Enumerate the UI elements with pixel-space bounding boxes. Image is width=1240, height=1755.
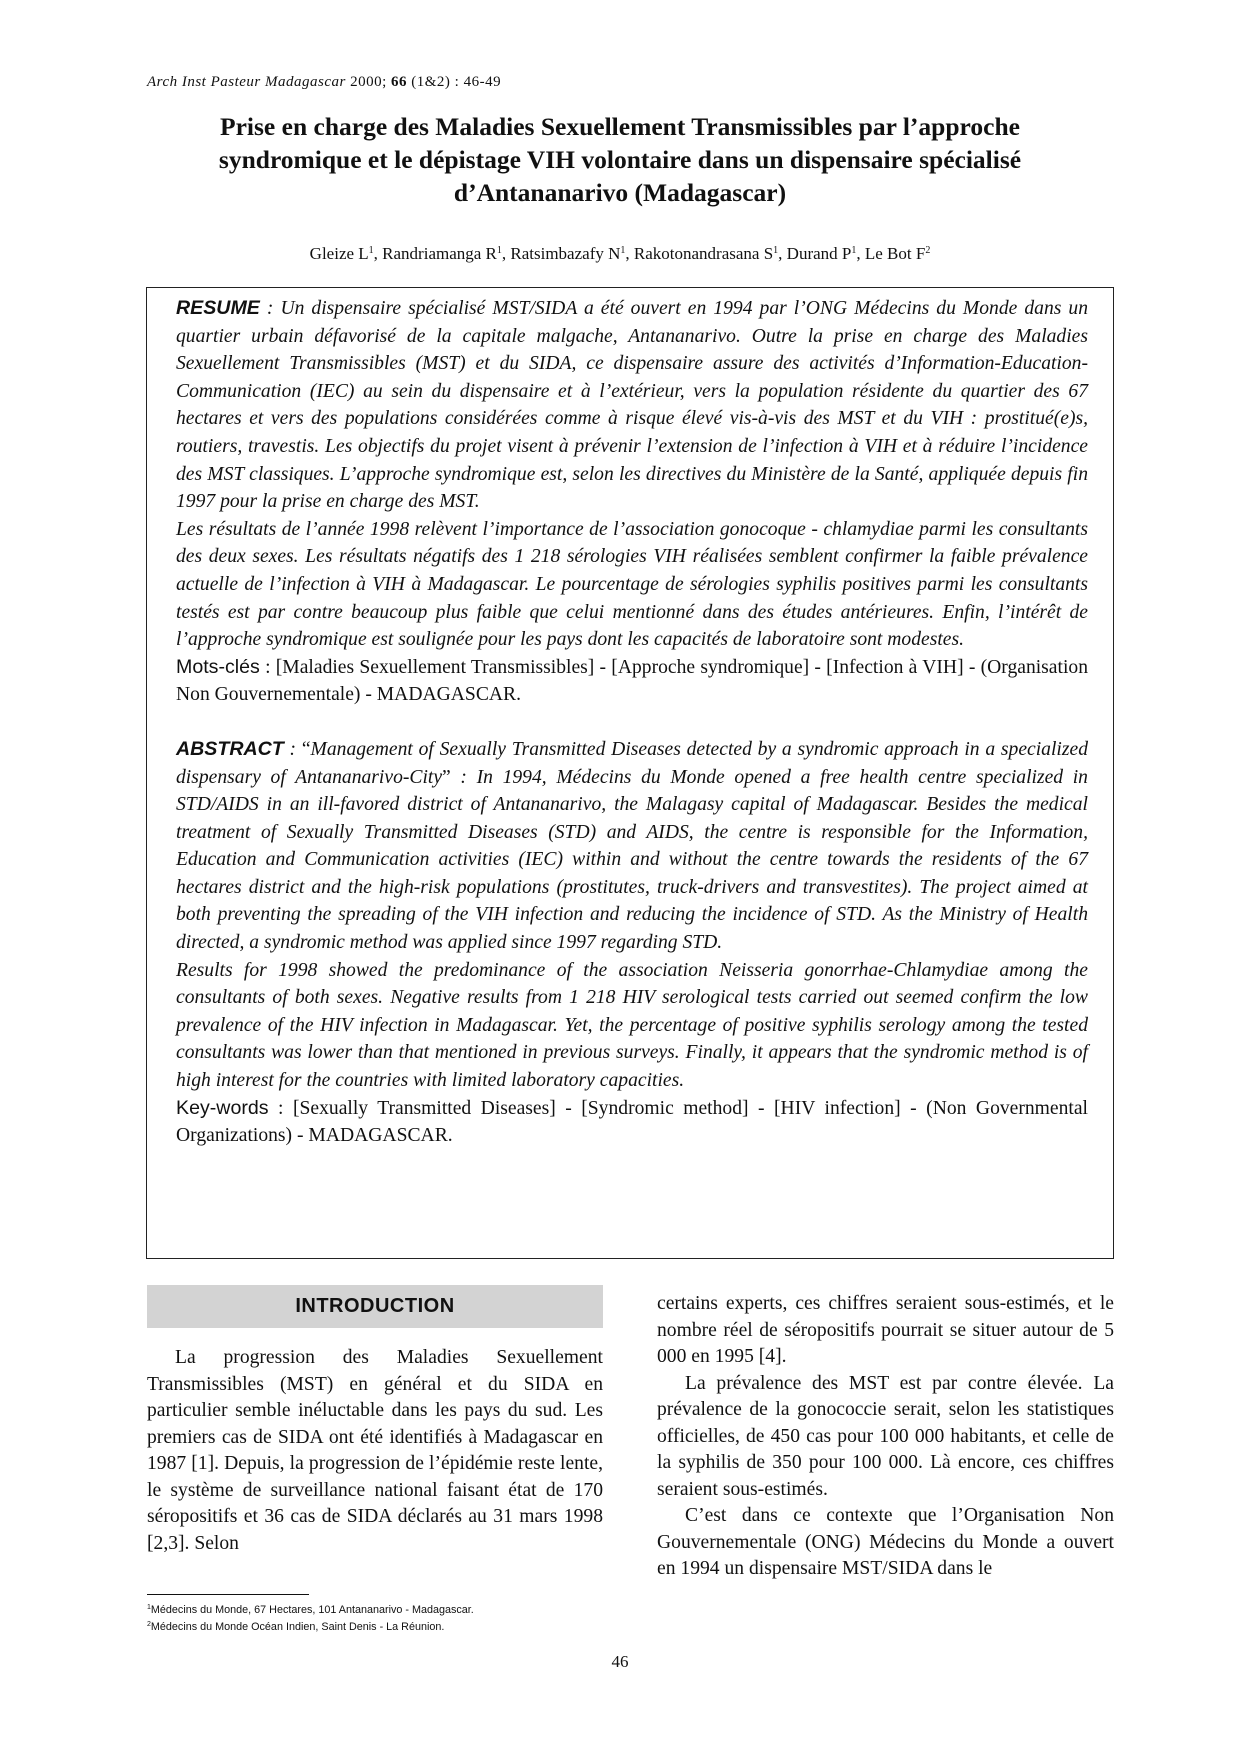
author: Le Bot $F^2$ bbox=[864, 244, 931, 263]
body-paragraph: certains experts, ces chiffres seraient sous-estimés, et le nombre réel de séropositifs pourrait se situer autour de 5 000 en 1995 [4]. bbox=[657, 1293, 1114, 1367]
abstract-text: In 1994, Médecins du Monde opened a free health centre specialized in STD/AIDS in an ill-favored district of Antananarivo, the Malagasy capital of Madagascar. Besides the medical treatment of Sexually Transmitted Diseases (STD) and AIDS, the centre is responsible for the Information, Education and Communication activities (IEC) within and without the centre towards the residents of the 67 hectares district and the high-risk populations (prostitutes, truck-drivers and transvestites). The project aimed at both preventing the spreading of the VIH infection and reducing the incidence of STD. As the Ministry of Health directed, a syndromic method was applied since 1997 regarding STD. bbox=[176, 766, 1088, 954]
affiliation-mark: 1 bbox=[496, 245, 502, 256]
abstract-article-title: Management of Sexually Transmitted Diseases detected by a syndromic approach in a specialized dispensary of Antananarivo-City bbox=[176, 738, 1088, 788]
keywords-text: [Maladies Sexuellement Transmissibles] - [Approche syndromique] - [Infection à VIH] - (Organisation Non Gouvernementale) - MADAGASCAR. bbox=[176, 656, 1088, 706]
resume-text: Un dispensaire spécialisé MST/SIDA a été ouvert en 1994 par l’ONG Médecins du Monde dans un quartier urbain défavorisé de la capitale malgache, Antananarivo. Outre la prise en charge des Maladies Sexuellement Transmissibles (MST) et du SIDA, ce dispensaire assure des activités d’Information-Education-Communication (IEC) au sein du dispensaire et à l’extérieur, vers la population résidente du quartier des 67 hectares et vers des populations considérées comme à risque élevé vis-à-vis des MST et du VIH : prostitué(e)s, routiers, travestis. Les objectifs du projet visent à prévenir l’extension de l’infection à VIH et à réduire l’incidence des MST classiques. L’approche syndromique est, selon les directives du Ministère de la Santé, appliquée depuis fin 1997 pour la prise en charge des MST. bbox=[176, 298, 1088, 513]
resume-keywords: Mots-clés : [Maladies Sexuellement Transmissibles] - [Approche syndromique] - [Infection à VIH] - (Organisation Non Gouvernementale) - MADAGASCAR. bbox=[176, 655, 1088, 706]
title-line: Prise en charge des Maladies Sexuellement Transmissibles par l’approche bbox=[220, 112, 1020, 141]
keywords-label: Key-words bbox=[176, 1096, 269, 1119]
page-number: 46 bbox=[611, 1652, 629, 1671]
author-list bbox=[140, 244, 1100, 264]
footnote: $^1$Médecins du Monde, 67 Hectares, 101 Antananarivo - Madagascar. bbox=[147, 1604, 474, 1616]
journal-year: 2000; bbox=[350, 74, 387, 90]
affiliation-mark: 2 bbox=[925, 245, 931, 256]
keywords-label: Mots-clés bbox=[176, 655, 260, 678]
author: Ratsimbazafy $N^1$, bbox=[510, 244, 634, 263]
footnote-divider bbox=[147, 1594, 309, 1595]
footnotes bbox=[147, 1601, 474, 1634]
body-paragraph: La progression des Maladies Sexuellement Transmissibles (MST) en général et du SIDA en particulier semble inéluctable dans les pays du sud. Les premiers cas de SIDA ont été identifiés à Madagascar en 1987 [1]. Depuis, la progression de l’épidémie reste lente, le système de surveillance national faisant état de 170 séropositifs et 36 cas de SIDA déclarés au 31 mars 1998 [2,3]. Selon bbox=[147, 1347, 603, 1554]
title-line: syndromique et le dépistage VIH volontaire dans un dispensaire spécialisé bbox=[218, 145, 1022, 174]
article-title bbox=[140, 110, 1100, 209]
abstract-label: ABSTRACT bbox=[176, 737, 284, 760]
section-heading-introduction: INTRODUCTION bbox=[147, 1285, 603, 1328]
journal-issue-pages: (1&2) : 46-49 bbox=[411, 74, 502, 90]
abstract-box bbox=[146, 287, 1114, 1259]
journal-reference bbox=[147, 74, 501, 91]
abstract-keywords: Key-words : [Sexually Transmitted Diseases] - [Syndromic method] - [HIV infection] - (Non Governmental Organizations) - MADAGASCAR. bbox=[176, 1096, 1089, 1147]
left-column bbox=[147, 1345, 603, 1557]
affiliation-mark: 1 bbox=[851, 245, 857, 256]
resume-label: RESUME bbox=[176, 297, 260, 319]
journal-name: Arch Inst Pasteur Madagascar bbox=[147, 74, 346, 90]
author: Gleize $L^1$, bbox=[309, 244, 383, 263]
author: Rakotonandrasana $S^1$, bbox=[633, 244, 787, 263]
affiliation-mark: 1 bbox=[773, 245, 779, 256]
abstract-paragraph: ABSTRACT : “Management of Sexually Transmitted Diseases detected by a syndromic approach in a specialized dispensary of Antananarivo-City” : In 1994, Médecins du Monde opened a free health centre specialized in STD/AIDS in an ill-favored district of Antananarivo, the Malagasy capital of Madagascar. Besides the medical treatment of Sexually Transmitted Diseases (STD) and AIDS, the centre is responsible for the Information, Education and Communication activities (IEC) within and without the centre towards the residents of the 67 hectares district and the high-risk populations (prostitutes, truck-drivers and transvestites). The project aimed at both preventing the spreading of the VIH infection and reducing the incidence of STD. As the Ministry of Health directed, a syndromic method was applied since 1997 regarding STD. bbox=[176, 737, 1088, 954]
author: Randriamanga $R^1$, bbox=[382, 244, 511, 263]
affiliation-mark: 1 bbox=[620, 245, 626, 256]
title-line: d’Antananarivo (Madagascar) bbox=[453, 178, 787, 207]
author: Durand $P^1$, bbox=[786, 244, 865, 263]
abstract-paragraph: Results for 1998 showed the predominance of the association Neisseria gonorrhae-Chlamydiae among the consultants of both sexes. Negative results from 1 218 HIV serological tests carried out seemed confirm the low prevalence of the HIV infection in Madagascar. Yet, the percentage of positive syphilis serology among the tested consultants was lower than that mentioned in previous surveys. Finally, it appears that the syndromic method is of high interest for the countries with limited laboratory capacities. bbox=[176, 959, 1088, 1092]
resume-paragraph: Les résultats de l’année 1998 relèvent l’importance de l’association gonocoque - chlamydiae parmi les consultants des deux sexes. Les résultats négatifs des 1 218 sérologies VIH réalisées semblent confirmer la faible prévalence actuelle de l’infection à VIH à Madagascar. Le pourcentage de sérologies syphilis positives parmi les consultants testés est par contre beaucoup plus faible que celui mentionné dans des études antérieures. Enfin, l’intérêt de l’approche syndromique est soulignée pour les pays dont les capacités de laboratoire sont modestes. bbox=[176, 518, 1088, 651]
resume-paragraph: RESUME : Un dispensaire spécialisé MST/SIDA a été ouvert en 1994 par l’ONG Médecins du Monde dans un quartier urbain défavorisé de la capitale malgache, Antananarivo. Outre la prise en charge des Maladies Sexuellement Transmissibles (MST) et du SIDA, ce dispensaire assure des activités d’Information-Education-Communication (IEC) au sein du dispensaire et à l’extérieur, vers la population résidente du quartier des 67 hectares et vers des populations considérées comme à risque élevé vis-à-vis des MST et du VIH : prostitué(e)s, routiers, travestis. Les objectifs du projet visent à prévenir l’extension de l’infection à VIH et à réduire l’incidence des MST classiques. L’approche syndromique est, selon les directives du Ministère de la Santé, appliquée depuis fin 1997 pour la prise en charge des MST. bbox=[176, 297, 1088, 513]
body-paragraph: La prévalence des MST est par contre élevée. La prévalence de la gonococcie serait, selon les statistiques officielles, de 450 cas pour 100 000 habitants, et celle de la syphilis de 350 pour 100 000. Là encore, ces chiffres seraient sous-estimés. bbox=[657, 1372, 1114, 1500]
affiliation-mark: 1 bbox=[368, 245, 374, 256]
journal-volume: 66 bbox=[391, 74, 408, 90]
abstract-content bbox=[176, 295, 1088, 1150]
footnote: $^2$Médecins du Monde Océan Indien, Saint Denis - La Réunion. bbox=[147, 1620, 445, 1633]
body-paragraph: C’est dans ce contexte que l’Organisation Non Gouvernementale (ONG) Médecins du Monde a ouvert en 1994 un dispensaire MST/SIDA dans le bbox=[657, 1505, 1114, 1579]
keywords-text: [Sexually Transmitted Diseases] - [Syndromic method] - [HIV infection] - (Non Governmental Organizations) - MADAGASCAR. bbox=[176, 1097, 1089, 1147]
right-column bbox=[657, 1291, 1114, 1583]
